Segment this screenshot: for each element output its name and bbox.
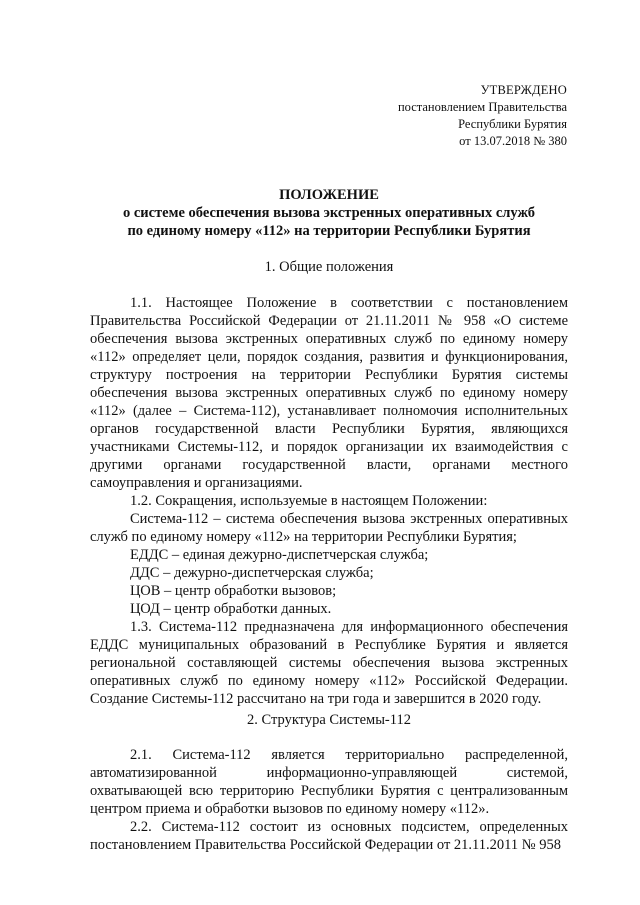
approval-line-republic: Республики Бурятия: [458, 117, 567, 131]
paragraph-2-1: 2.1. Система-112 является территориально распределенной, автоматизированной информационно-управляющей системой, охватывающей всю территорию Республики Бурятия с централизованным центром приема и обработки вызовов по единому номеру «112».: [90, 747, 568, 817]
document-title: [90, 186, 568, 240]
abbreviation-tsod: ЦОД – центр обработки данных.: [130, 601, 332, 617]
approval-line-resolution: постановлением Правительства: [397, 100, 567, 114]
approval-line-date-number: от 13.07.2018 № 380: [459, 134, 567, 148]
approval-heading: УТВЕРЖДЕНО: [480, 83, 567, 97]
abbreviation-dds: ДДС – дежурно-диспетчерская служба;: [130, 565, 374, 581]
abbreviation-edds: ЕДДС – единая дежурно-диспетчерская служба;: [130, 547, 429, 563]
paragraph-1-3: 1.3. Система-112 предназначена для информационного обеспечения ЕДДС муниципальных образований в Республике Бурятия и является региональной составляющей системы обеспечения вызова экстренных оперативных служб по единому номеру «112» Российской Федерации. Создание Системы-112 рассчитано на три года и завершится в 2020 году.: [90, 619, 568, 707]
paragraph-1-1: 1.1. Настоящее Положение в соответствии с постановлением Правительства Российской Федерации от 21.11.2011 № 958 «О системе обеспечения вызова экстренных оперативных служб по единому номеру «112» определяет цели, порядок создания, развития и функционирования, структуру построения на территории Республики Бурятия системы обеспечения вызова экстренных оперативных служб по единому номеру «112» (далее – Система-112), устанавливает полномочия исполнительных органов государственной власти Республики Бурятия, являющихся участниками Системы-112, и порядок организации их взаимодействия с другими органами государственной власти, органами местного самоуправления и организациями.: [90, 295, 568, 491]
title-subject-line2: по единому номеру «112» на территории Республики Бурятия: [127, 223, 531, 239]
section-2-body: [90, 746, 568, 854]
abbreviation-system-112: Система-112 – система обеспечения вызова экстренных оперативных служб по единому номеру «112» на территории Республики Бурятия;: [90, 511, 568, 545]
section-2-heading: 2. Структура Системы-112: [247, 712, 411, 728]
title-subject-line1: о системе обеспечения вызова экстренных оперативных служб: [122, 205, 536, 221]
section-1-body: [90, 294, 568, 708]
paragraph-1-2: 1.2. Сокращения, используемые в настоящем Положении:: [130, 493, 488, 509]
title-heading: ПОЛОЖЕНИЕ: [279, 187, 379, 203]
section-1-heading: 1. Общие положения: [264, 259, 394, 275]
abbreviation-tsov: ЦОВ – центр обработки вызовов;: [130, 583, 337, 599]
approval-stamp: [398, 82, 567, 150]
paragraph-2-2: 2.2. Система-112 состоит из основных подсистем, определенных постановлением Правительства Российской Федерации от 21.11.2011 № 958: [90, 819, 568, 853]
